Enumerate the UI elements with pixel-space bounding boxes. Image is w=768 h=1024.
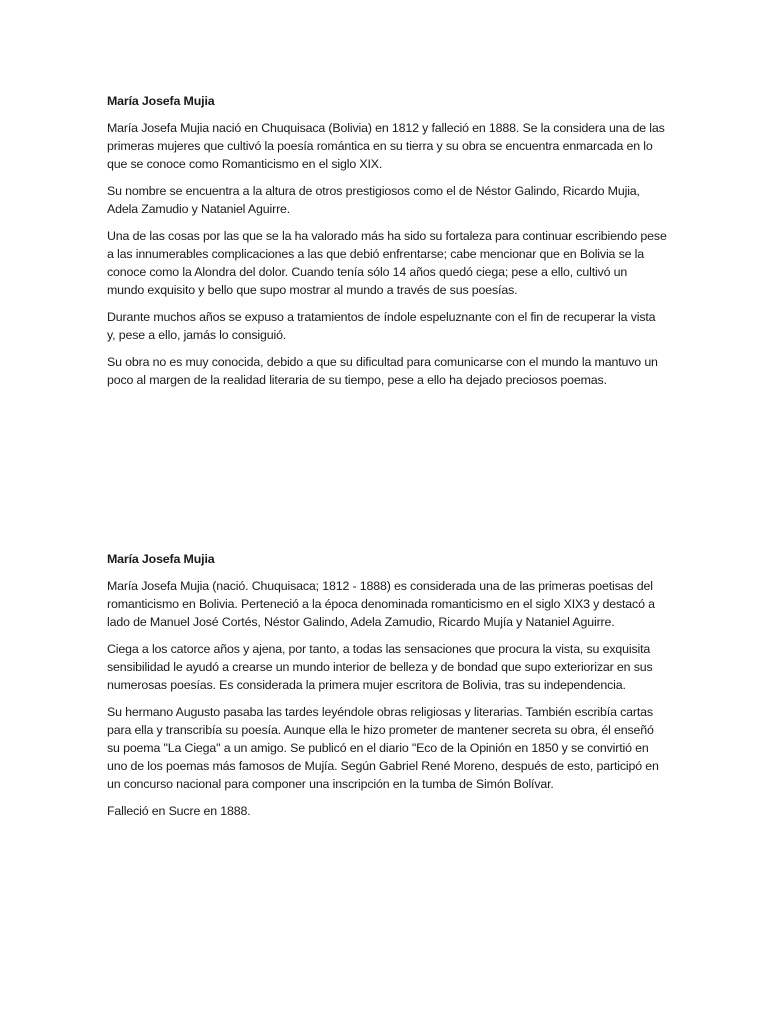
paragraph: María Josefa Mujia nació en Chuquisaca (Bolivia) en 1812 y falleció en 1888. Se la considera una de las primeras mujeres que cultivó la poesía romántica en su tierra y su obra se encuentra enmarcada en lo que se conoce como Romanticismo en el siglo XIX. xyxy=(107,121,665,171)
article-section-1 xyxy=(107,92,667,398)
article-section-2 xyxy=(107,550,667,829)
paragraph: María Josefa Mujia (nació. Chuquisaca; 1812 - 1888) es considerada una de las primeras poetisas del romanticismo en Bolivia. Perteneció a la época denominada romanticismo en el siglo XIX3 y destacó a lado de Manuel José Cortés, Néstor Galindo, Adela Zamudio, Ricardo Mujía y Nataniel Aguirre. xyxy=(107,579,655,629)
section-title: María Josefa Mujia xyxy=(107,94,215,108)
section-title: María Josefa Mujia xyxy=(107,552,215,566)
paragraph: Su hermano Augusto pasaba las tardes leyéndole obras religiosas y literarias. También escribía cartas para ella y transcribía su poesía. Aunque ella le hizo prometer de mantener secreta su obra, él enseñó su poema "La Ciega" a un amigo. Se publicó en el diario "Eco de la Opinión en 1850 y se convirtió en uno de los poemas más famosos de Mujía. Según Gabriel René Moreno, después de esto, participó en un concurso nacional para componer una inscripción en la tumba de Simón Bolívar. xyxy=(107,705,659,791)
paragraph: Falleció en Sucre en 1888. xyxy=(107,804,251,818)
paragraph: Su nombre se encuentra a la altura de otros prestigiosos como el de Néstor Galindo, Ricardo Mujia, Adela Zamudio y Nataniel Aguirre. xyxy=(107,184,640,216)
paragraph: Ciega a los catorce años y ajena, por tanto, a todas las sensaciones que procura la vista, su exquisita sensibilidad le ayudó a crearse un mundo interior de belleza y de bondad que supo exteriorizar en sus numerosas poesías. Es considerada la primera mujer escritora de Bolivia, tras su independencia. xyxy=(107,642,653,692)
paragraph: Una de las cosas por las que se la ha valorado más ha sido su fortaleza para continuar escribiendo pese a las innumerables complicaciones a las que debió enfrentarse; cabe mencionar que en Bolivia se la conoce como la Alondra del dolor. Cuando tenía sólo 14 años quedó ciega; pese a ello, cultivó un mundo exquisito y bello que supo mostrar al mundo a través de sus poesías. xyxy=(107,229,667,297)
paragraph: Durante muchos años se expuso a tratamientos de índole espeluznante con el fin de recuperar la vista y, pese a ello, jamás lo consiguió. xyxy=(107,310,656,342)
paragraph: Su obra no es muy conocida, debido a que su dificultad para comunicarse con el mundo la mantuvo un poco al margen de la realidad literaria de su tiempo, pese a ello ha dejado preciosos poemas. xyxy=(107,355,658,387)
